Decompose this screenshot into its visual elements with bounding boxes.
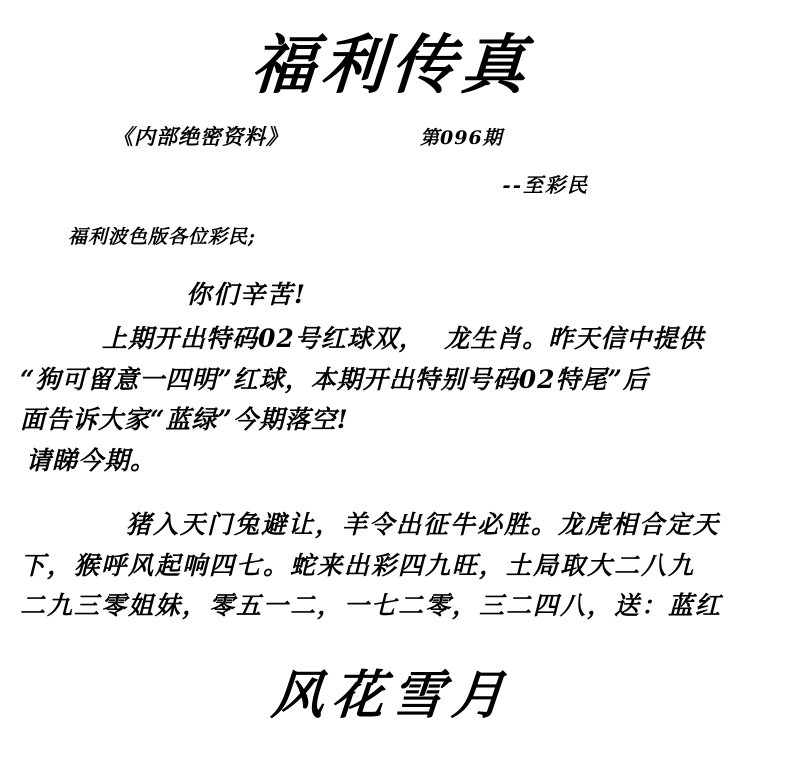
body-line: 面告诉大家“蓝绿”今期落空! [20,405,349,435]
footer-title: 风花雪月 [269,664,515,726]
salutation-line: 福利波色版各位彩民; [68,226,257,249]
verse-line: 二九三零姐妹，零五一二，一七二零，三二四八，送：蓝红 [20,591,723,621]
verse-line: 猪入天门兔避让，羊令出征牛必胜。龙虎相合定天 [126,510,721,540]
verse-line: 下，猴呼风起响四七。蛇来出彩四九旺，土局取大二八九 [20,550,696,580]
subtitle-row [0,121,785,155]
greeting-line: 你们辛苦! [186,280,307,310]
body-line: 上期开出特码02号红球双， 龙生肖。昨天信中提供 [102,324,705,354]
recipient-line: --至彩民 [502,173,589,198]
body-line: 请睇今期。 [26,445,157,475]
page-title: 福利传真 [248,28,535,103]
body-line: “狗可留意一四明”红球，本期开出特别号码02特尾”后 [20,364,649,394]
body-paragraph [0,319,785,481]
document-subtitle: 《内部绝密资料》 [112,124,288,150]
verse-paragraph [0,505,785,627]
issue-number: 第096期 [420,127,503,150]
